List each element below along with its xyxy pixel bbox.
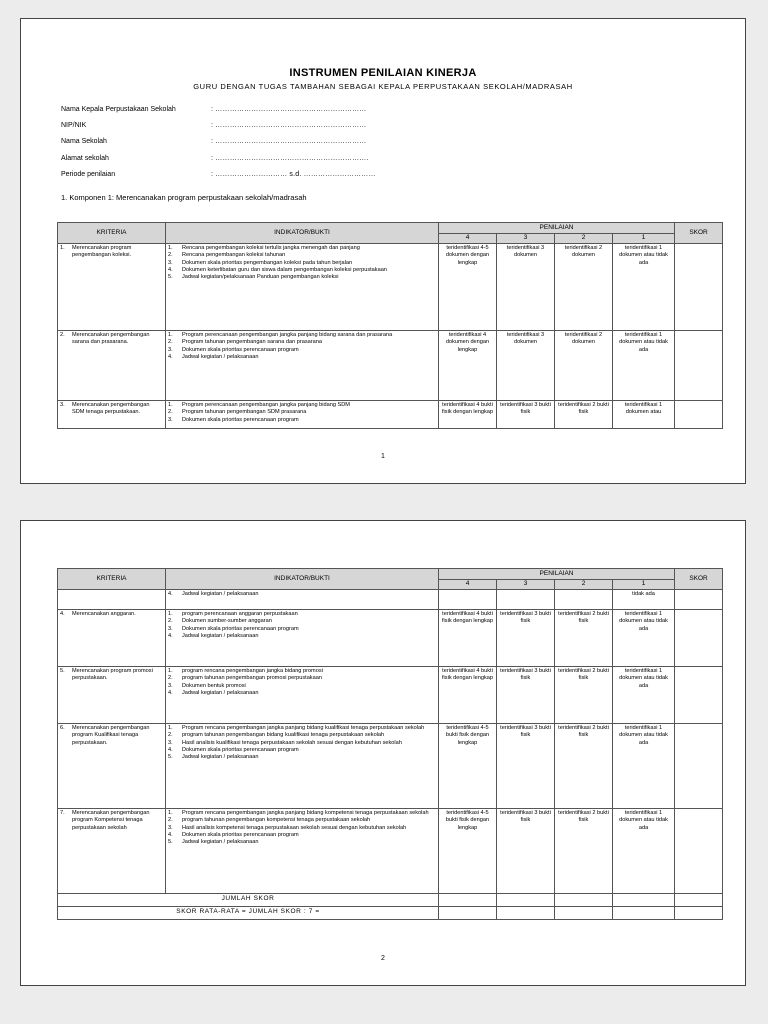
- indicator-text: Program rencana pengembangan jangka panjang bidang kualifikasi tenaga perpustakaan sekolah: [182, 725, 425, 731]
- info-row: [61, 155, 431, 171]
- indicator-number: 3.: [168, 824, 173, 831]
- score-3-cell: teridentifikasi 3 bukti fisik: [497, 724, 555, 809]
- info-value: : ………………………………………………………: [211, 106, 367, 113]
- indicator-item: [168, 732, 436, 739]
- indicator-item: [168, 754, 436, 761]
- info-label: Periode penilaian: [61, 170, 116, 178]
- average-cell[interactable]: [439, 907, 497, 920]
- kriteria-cell: [58, 724, 166, 809]
- indicator-text: Program perencanaan pengembangan jangka panjang bidang SDM: [182, 402, 350, 408]
- header-penilaian: PENILAIAN: [439, 223, 675, 234]
- component-heading: 1. Komponen 1: Merencanakan program perpustakaan sekolah/madrasah: [61, 193, 307, 202]
- row-number: 3.: [60, 402, 65, 408]
- indicator-cell: [166, 667, 439, 724]
- kriteria-text: Merencanakan pengembangan SDM tenaga perpustakaan.: [72, 402, 150, 416]
- info-value: : ………………………………………………………: [211, 122, 367, 130]
- row-number: 7.: [60, 810, 65, 816]
- indicator-text: Program perencanaan pengembangan jangka panjang bidang sarana dan prasarana: [182, 332, 393, 338]
- score-3-cell: teridentifikasi 3 bukti fisik: [497, 809, 555, 894]
- indicator-number: 1.: [168, 611, 173, 617]
- row-number: 1.: [60, 245, 65, 251]
- indicator-item: [168, 260, 436, 267]
- page-number: 2: [381, 955, 385, 962]
- kriteria-text: Merencanakan pengembangan program Kualifikasi tenaga perpustakaan.: [72, 725, 150, 746]
- document-page-2: [20, 520, 746, 986]
- indicator-number: 2.: [168, 675, 173, 682]
- indicator-text: program rencana pengembangan jangka bidang promosi: [182, 668, 323, 674]
- indicator-number: 4.: [168, 632, 173, 639]
- indicator-item: [168, 825, 436, 832]
- indicator-cell: [166, 331, 439, 401]
- info-row: [61, 106, 431, 122]
- indicator-item: [168, 675, 436, 682]
- score-1-cell: teridentifikasi 1 dokumen atau tidak ada: [613, 809, 675, 894]
- indicator-number: 4.: [168, 689, 173, 696]
- skor-rata-label: SKOR RATA-RATA = JUMLAH SKOR : 7 =: [58, 907, 439, 920]
- indicator-text: Jadwal kegiatan / pelaksanaan: [182, 632, 259, 639]
- table-row: [58, 667, 723, 724]
- indicator-number: 3.: [168, 416, 173, 423]
- indicator-number: 1.: [168, 245, 173, 251]
- score-4-cell: teridentifikasi 4-5 bukti fisik dengan lengkap: [439, 724, 497, 809]
- page-number: 1: [381, 453, 385, 460]
- skor-input-cell[interactable]: [675, 809, 723, 894]
- header-score-2: 2: [555, 234, 613, 244]
- indicator-number: 2.: [168, 817, 173, 824]
- average-cell[interactable]: [613, 907, 675, 920]
- score-1-cell: teridentifikasi 1 dokumen atau tidak ada: [613, 331, 675, 401]
- score-4-cell: teridentifikasi 4 dokumen dengan lengkap: [439, 331, 497, 401]
- row-number: 6.: [60, 725, 65, 731]
- table-row: [58, 809, 723, 894]
- score-4-cell: teridentifikasi 4 bukti fisik dengan lengkap: [439, 401, 497, 429]
- indicator-text: Jadwal kegiatan / pelaksanaan: [182, 839, 259, 846]
- indicator-item: [168, 332, 436, 339]
- kriteria-cell: [58, 610, 166, 667]
- header-indikator: INDIKATOR/BUKTI: [166, 569, 439, 590]
- table-row: [58, 610, 723, 667]
- indicator-number: 5.: [168, 754, 173, 761]
- table-row: [58, 331, 723, 401]
- indicator-text: Dokumen skala prioritas pengembangan koleksi pada tahun berjalan: [182, 259, 353, 266]
- indicator-item: [168, 633, 436, 640]
- indicator-text: Dokumen skala prioritas perencanaan program: [182, 625, 299, 632]
- skor-input-cell[interactable]: [675, 667, 723, 724]
- row-number: 5.: [60, 668, 65, 674]
- indicator-text: Dokumen skala prioritas perencanaan program: [182, 746, 299, 753]
- indicator-item: [168, 402, 436, 409]
- indicator-text: program tahunan pengembangan kompetensi tenaga perpustakaan sekolah: [182, 817, 371, 824]
- header-skor: SKOR: [675, 569, 723, 590]
- header-score-3: 3: [497, 580, 555, 590]
- document-page-1: [20, 18, 746, 484]
- score-4-cell: teridentifikasi 4-5 dokumen dengan lengkap: [439, 244, 497, 331]
- indicator-number: 3.: [168, 259, 173, 266]
- score-4-cell: teridentifikasi 4 bukti fisik dengan lengkap: [439, 610, 497, 667]
- info-row: [61, 138, 431, 154]
- indicator-number: 3.: [168, 625, 173, 632]
- indicator-text: Jadwal kegiatan/pelaksanaan Panduan pengembangan koleksi: [182, 274, 339, 281]
- indicator-number: 4.: [168, 353, 173, 360]
- indicator-text: Jadwal kegiatan / pelaksanaan: [182, 591, 259, 597]
- indicator-number: 2.: [168, 339, 173, 346]
- indicator-number: 1.: [168, 668, 173, 674]
- indicator-item: [168, 725, 436, 732]
- indicator-cell: [166, 590, 439, 610]
- score-1-cell: teridentifikasi 1 dokumen atau tidak ada: [613, 610, 675, 667]
- info-row: [61, 171, 431, 187]
- kriteria-text: Merencanakan anggaran.: [72, 611, 136, 617]
- info-row: [61, 122, 431, 138]
- page-subtitle: GURU DENGAN TUGAS TAMBAHAN SEBAGAI KEPALA PERPUSTAKAAN SEKOLAH/MADRASAH: [193, 82, 573, 91]
- indicator-text: program tahunan pengembangan bidang kualifikasi tenaga perpustakaan sekolah: [182, 732, 385, 739]
- skor-input-cell[interactable]: [675, 590, 723, 610]
- indicator-item: [168, 339, 436, 346]
- indicator-item: [168, 409, 436, 416]
- header-score-1: 1: [613, 234, 675, 244]
- indicator-number: 2.: [168, 618, 173, 625]
- table-row: [58, 244, 723, 331]
- indicator-number: 5.: [168, 274, 173, 281]
- indicator-text: Dokumen sumber-sumber anggaran: [182, 618, 272, 625]
- header-skor: SKOR: [675, 223, 723, 244]
- score-4-cell: [439, 590, 497, 610]
- row-number: 4.: [60, 611, 65, 617]
- indicator-item: [168, 611, 436, 618]
- header-score-3: 3: [497, 234, 555, 244]
- skor-input-cell[interactable]: [675, 610, 723, 667]
- indicator-number: 1.: [168, 810, 173, 816]
- indicator-item: [168, 668, 436, 675]
- score-1-cell: teridentifikasi 1 dokumen atau tidak ada: [613, 724, 675, 809]
- kriteria-cell: [58, 590, 166, 610]
- header-score-4: 4: [439, 580, 497, 590]
- header-penilaian: PENILAIAN: [439, 569, 675, 580]
- kriteria-cell: [58, 809, 166, 894]
- indicator-text: Dokumen bentuk promosi: [182, 682, 246, 689]
- indicator-item: [168, 347, 436, 354]
- score-2-cell: teridentifikasi 2 bukti fisik: [555, 724, 613, 809]
- indicator-text: Dokumen skala prioritas perencanaan program: [182, 416, 299, 423]
- skor-input-cell[interactable]: [675, 724, 723, 809]
- skor-input-cell[interactable]: [675, 401, 723, 429]
- info-value: : ……………………………………………………….: [211, 154, 369, 162]
- header-kriteria: KRITERIA: [58, 223, 166, 244]
- indicator-number: 4.: [168, 831, 173, 838]
- score-2-cell: teridentifikasi 2 bukti fisik: [555, 809, 613, 894]
- indicator-item: [168, 839, 436, 846]
- total-cell[interactable]: [555, 894, 613, 907]
- score-2-cell: teridentifikasi 2 bukti fisik: [555, 610, 613, 667]
- indicator-item: [168, 690, 436, 697]
- indicator-text: Hasil analisis kualifikasi tenaga perpustakaan sekolah sesuai dengan kebutuhan sekolah: [182, 739, 402, 746]
- indicator-item: [168, 810, 436, 817]
- indicator-text: Jadwal kegiatan / pelaksanaan: [182, 353, 259, 360]
- info-label: Alamat sekolah: [61, 154, 109, 162]
- info-label: Nama Sekolah: [61, 138, 107, 146]
- average-cell[interactable]: [497, 907, 555, 920]
- header-score-4: 4: [439, 234, 497, 244]
- score-3-cell: teridentifikasi 3 bukti fisik: [497, 610, 555, 667]
- indicator-item: [168, 591, 436, 598]
- indicator-cell: [166, 809, 439, 894]
- total-row: [58, 894, 723, 907]
- indicator-text: Dokumen skala prioritas perencanaan program: [182, 831, 299, 838]
- indicator-item: [168, 832, 436, 839]
- identity-fields: [61, 106, 431, 187]
- total-cell[interactable]: [497, 894, 555, 907]
- total-skor-cell[interactable]: [675, 894, 723, 907]
- info-value: : ………………………… s.d. …………………………: [211, 170, 376, 178]
- skor-input-cell[interactable]: [675, 244, 723, 331]
- row-number: 2.: [60, 332, 65, 338]
- score-3-cell: teridentifikasi 3 dokumen: [497, 331, 555, 401]
- score-2-cell: teridentifikasi 2 dokumen: [555, 244, 613, 331]
- indicator-number: 5.: [168, 839, 173, 846]
- score-2-cell: teridentifikasi 2 bukti fisik: [555, 667, 613, 724]
- indicator-text: Program tahunan pengembangan SDM prasarana: [182, 409, 307, 416]
- header-indikator: INDIKATOR/BUKTI: [166, 223, 439, 244]
- average-row: [58, 907, 723, 920]
- score-4-cell: teridentifikasi 4-5 bukti fisik dengan lengkap: [439, 809, 497, 894]
- indicator-number: 4.: [168, 591, 173, 597]
- score-2-cell: [555, 590, 613, 610]
- indicator-item: [168, 683, 436, 690]
- kriteria-cell: [58, 401, 166, 429]
- indicator-number: 4.: [168, 266, 173, 273]
- indicator-text: Dokumen skala prioritas perencanaan program: [182, 346, 299, 353]
- score-3-cell: teridentifikasi 3 bukti fisik: [497, 667, 555, 724]
- kriteria-text: Merencanakan program promosi perpustakaan.: [72, 668, 153, 682]
- indicator-text: program tahunan pengembangan promosi perpustakaan: [182, 675, 322, 682]
- indicator-cell: [166, 610, 439, 667]
- score-1-cell: teridentifikasi 1 dokumen atau tidak ada: [613, 244, 675, 331]
- kriteria-text: Merencanakan pengembangan program Kompetensi tenaga perpustakaan sekolah: [72, 810, 150, 831]
- info-label: NIP/NIK: [61, 122, 87, 130]
- jumlah-skor-label: JUMLAH SKOR: [58, 894, 439, 907]
- kriteria-cell: [58, 244, 166, 331]
- indicator-item: [168, 245, 436, 252]
- header-score-1: 1: [613, 580, 675, 590]
- indicator-item: [168, 354, 436, 361]
- indicator-number: 2.: [168, 409, 173, 416]
- skor-input-cell[interactable]: [675, 331, 723, 401]
- indicator-cell: [166, 401, 439, 429]
- average-skor-cell[interactable]: [675, 907, 723, 920]
- indicator-number: 2.: [168, 732, 173, 739]
- indicator-text: Rencana pengembangan koleksi tertulis jangka menengah dan panjang: [182, 245, 360, 251]
- score-3-cell: [497, 590, 555, 610]
- indicator-text: program perencanaan anggaran perpustakaan: [182, 611, 298, 617]
- indicator-text: Jadwal kegiatan / pelaksanaan: [182, 754, 259, 761]
- indicator-text: Hasil analisis kompetensi tenaga perpustakaan sekolah sesuai dengan kebutuhan sekolah: [182, 824, 407, 831]
- info-value: : ………………………………………………………: [211, 138, 367, 146]
- indicator-item: [168, 618, 436, 625]
- indicator-item: [168, 252, 436, 259]
- info-label: Nama Kepala Perpustakaan Sekolah: [61, 106, 176, 113]
- indicator-item: [168, 417, 436, 424]
- kriteria-cell: [58, 331, 166, 401]
- indicator-number: 1.: [168, 402, 173, 408]
- indicator-number: 4.: [168, 746, 173, 753]
- page-title: INSTRUMEN PENILAIAN KINERJA: [289, 67, 477, 79]
- assessment-table-page-2: [57, 568, 723, 920]
- indicator-text: Rencana pengembangan koleksi tahunan: [182, 252, 286, 259]
- table-row: [58, 401, 723, 429]
- indicator-text: Program rencana pengembangan jangka panjang bidang kompetensi tenaga perpustakaan sekolah: [182, 810, 429, 816]
- score-1-cell: teridentifikasi 1 dokumen atau: [613, 401, 675, 429]
- average-cell[interactable]: [555, 907, 613, 920]
- indicator-cell: [166, 244, 439, 331]
- header-kriteria: KRITERIA: [58, 569, 166, 590]
- header-score-2: 2: [555, 580, 613, 590]
- indicator-text: Dokumen keterlibatan guru dan siswa dalam pengembangan koleksi perpustakaan: [182, 266, 387, 273]
- indicator-item: [168, 626, 436, 633]
- table-row: [58, 724, 723, 809]
- table-row: [58, 590, 723, 610]
- score-3-cell: teridentifikasi 3 dokumen: [497, 244, 555, 331]
- score-2-cell: teridentifikasi 2 dokumen: [555, 331, 613, 401]
- indicator-number: 1.: [168, 332, 173, 338]
- score-3-cell: teridentifikasi 3 bukti fisik: [497, 401, 555, 429]
- indicator-number: 3.: [168, 682, 173, 689]
- kriteria-text: Merencanakan program pengembangan koleksi.: [72, 245, 132, 259]
- score-1-cell: teridentifikasi 1 dokumen atau tidak ada: [613, 667, 675, 724]
- assessment-table-page-1: [57, 222, 723, 429]
- kriteria-text: Merencanakan pengembangan sarana dan prasarana.: [72, 332, 150, 346]
- indicator-cell: [166, 724, 439, 809]
- indicator-number: 3.: [168, 346, 173, 353]
- indicator-number: 2.: [168, 252, 173, 259]
- indicator-item: [168, 817, 436, 824]
- indicator-number: 1.: [168, 725, 173, 731]
- indicator-item: [168, 267, 436, 274]
- indicator-item: [168, 747, 436, 754]
- indicator-number: 3.: [168, 739, 173, 746]
- indicator-text: Program tahunan pengembangan sarana dan prasarana: [182, 339, 322, 346]
- total-cell[interactable]: [439, 894, 497, 907]
- kriteria-cell: [58, 667, 166, 724]
- indicator-item: [168, 274, 436, 281]
- indicator-item: [168, 740, 436, 747]
- indicator-text: Jadwal kegiatan / pelaksanaan: [182, 689, 259, 696]
- score-1-cell: tidak ada: [613, 590, 675, 610]
- total-cell[interactable]: [613, 894, 675, 907]
- score-2-cell: teridentifikasi 2 bukti fisik: [555, 401, 613, 429]
- score-4-cell: teridentifikasi 4 bukti fisik dengan lengkap: [439, 667, 497, 724]
